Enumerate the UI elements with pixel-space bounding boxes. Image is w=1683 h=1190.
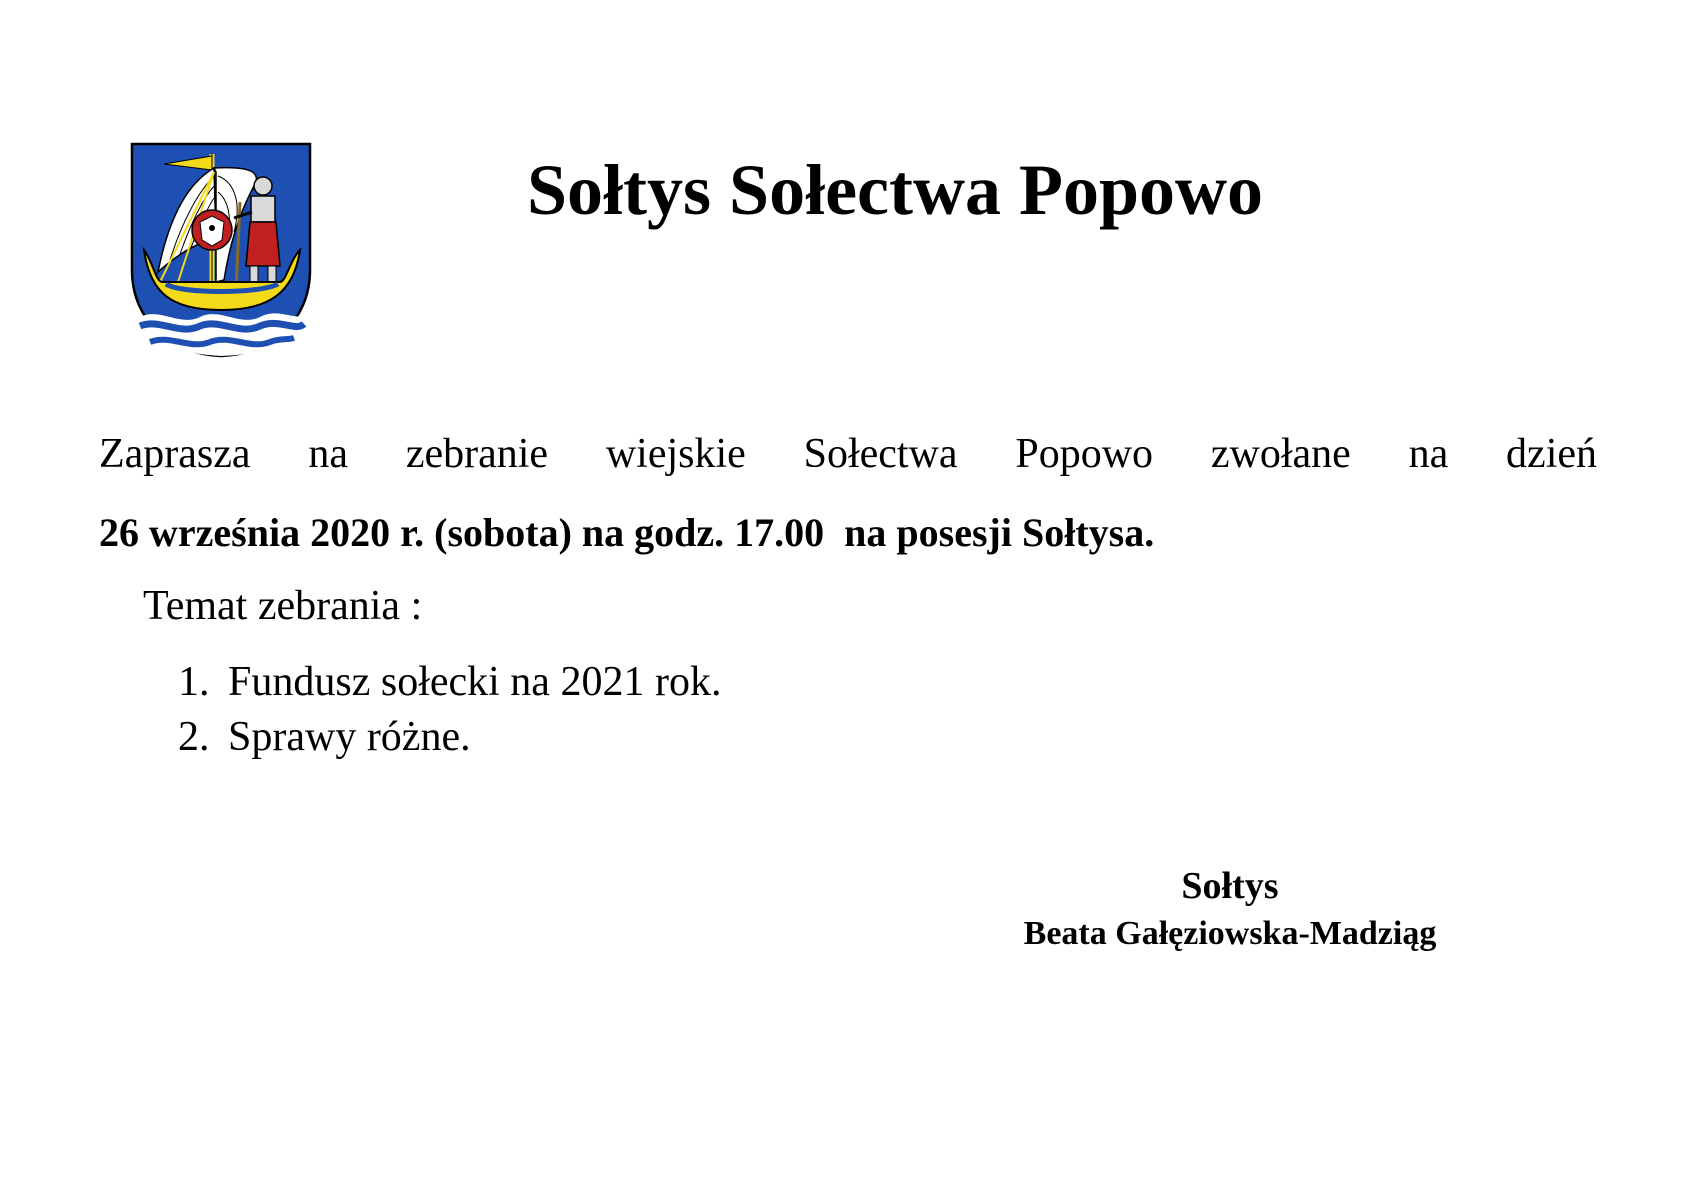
agenda-item-text: Fundusz sołecki na 2021 rok. xyxy=(228,659,722,705)
intro-word: wiejskie xyxy=(605,431,746,477)
agenda-item-text: Sprawy różne. xyxy=(228,714,471,760)
signature-block xyxy=(980,862,1480,958)
agenda-item-number: 2. xyxy=(178,714,210,760)
signature-name: Beata Gałęziowska-Madziąg xyxy=(1023,915,1437,952)
meeting-date-line: 26 września 2020 r. (sobota) na godz. 17.00 na posesji Sołtysa. xyxy=(99,510,1155,555)
intro-word: na xyxy=(308,431,349,477)
intro-word: Sołectwa xyxy=(803,431,958,477)
agenda-item-number: 1. xyxy=(178,659,210,705)
topic-heading: Temat zebrania : xyxy=(143,583,423,629)
intro-word: Zaprasza xyxy=(99,431,251,477)
signature-role: Sołtys xyxy=(1181,865,1279,907)
agenda-list xyxy=(178,655,721,765)
intro-paragraph xyxy=(99,428,1597,480)
intro-word: Popowo xyxy=(1015,431,1154,477)
intro-word: dzień xyxy=(1506,431,1597,477)
coat-of-arms-icon xyxy=(130,142,312,358)
intro-word: zebranie xyxy=(405,431,549,477)
agenda-item xyxy=(178,710,721,765)
intro-word: zwołane xyxy=(1210,431,1351,477)
agenda-item xyxy=(178,655,721,710)
intro-word: na xyxy=(1408,431,1449,477)
notice-title: Sołtys Sołectwa Popowo xyxy=(527,150,1263,230)
